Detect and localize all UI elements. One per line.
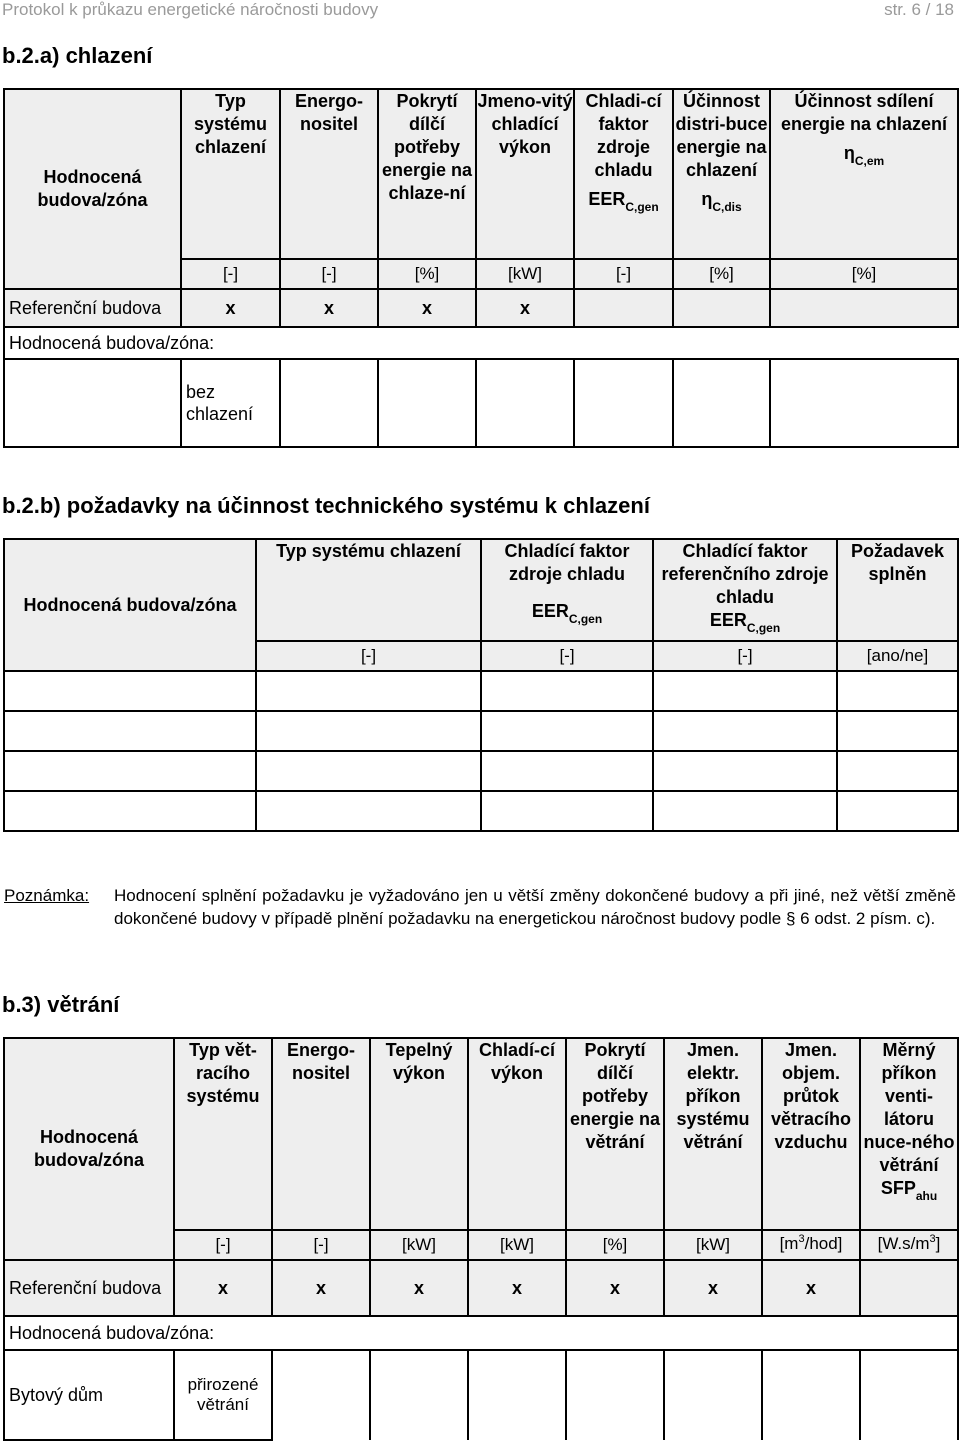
unit: [%]	[566, 1230, 664, 1260]
note	[4, 884, 956, 930]
header-requirement-met: Požadavek splněn	[837, 539, 958, 641]
ventilation-table	[3, 1037, 959, 1441]
section-title-requirements: b.2.b) požadavky na účinnost technického systému k chlazení	[2, 493, 650, 518]
symbol-eta-c-dis: $\eta_{C,dis}$	[701, 189, 742, 214]
header-system-type: Typ systému chlazení	[256, 539, 481, 641]
unit: [-]	[574, 259, 673, 289]
header-ventilation-type: Typ vět-racího systému	[174, 1038, 272, 1230]
header-coverage: Pokrytí dílčí potřeby energie na chlaze-ní	[378, 89, 476, 259]
requirements-table	[3, 538, 959, 832]
section-title-cooling: b.2.a) chlazení	[2, 43, 153, 68]
header-sfp	[860, 1038, 958, 1230]
header-reference-eer-label: Chladící faktor referenčního zdroje chladu	[661, 541, 829, 607]
unit: [%]	[770, 259, 958, 289]
unit: [-]	[181, 259, 280, 289]
ref-value: x	[468, 1260, 566, 1316]
unit: [-]	[481, 641, 653, 671]
page-number: str. 6 / 18	[884, 0, 954, 19]
symbol-eta-c-em: $\eta_{C,em}$	[843, 143, 885, 168]
ref-value: x	[174, 1260, 272, 1316]
document-title: Protokol k průkazu energetické náročnosti budovy	[2, 0, 379, 19]
evaluated-zone-label: Hodnocená budova/zóna:	[4, 1316, 958, 1350]
unit: [-]	[174, 1230, 272, 1260]
table-row	[4, 791, 256, 831]
header-air-flow: Jmen. objem. průtok větracího vzduchu	[762, 1038, 860, 1230]
header-eer-label: Chladi-cí faktor zdroje chladu	[585, 91, 662, 180]
header-coverage: Pokrytí dílčí potřeby energie na větrání	[566, 1038, 664, 1230]
unit-air-flow: $[m^3/hod]$	[762, 1230, 860, 1260]
table-row	[4, 671, 256, 711]
ref-value: x	[762, 1260, 860, 1316]
header-zone: Hodnocená budova/zóna	[4, 539, 256, 671]
cooling-table	[3, 88, 958, 448]
header-energy-carrier: Energo-nositel	[272, 1038, 370, 1230]
page-header	[2, 0, 958, 20]
header-system-type: Typ systému chlazení	[181, 89, 280, 259]
header-eer-label: Chladící faktor zdroje chladu	[504, 541, 630, 584]
unit: [%]	[378, 259, 476, 289]
unit: [-]	[280, 259, 378, 289]
note-label: Poznámka:	[4, 886, 90, 905]
system-type-cell: bez chlazení	[181, 359, 280, 447]
header-nominal-power: Jmeno-vitý chladící výkon	[476, 89, 574, 259]
header-emission-label: Účinnost sdílení energie na chlazení	[780, 91, 948, 134]
unit-sfp: $[W.s/m^3]$	[860, 1230, 958, 1260]
ref-value: x	[370, 1260, 468, 1316]
unit: [-]	[256, 641, 481, 671]
header-distribution-efficiency	[673, 89, 770, 259]
ref-value: x	[378, 289, 476, 327]
header-heating-power: Tepelný výkon	[370, 1038, 468, 1230]
evaluated-zone-label: Hodnocená budova/zóna:	[4, 327, 958, 359]
unit: [-]	[272, 1230, 370, 1260]
header-reference-eer	[653, 539, 837, 641]
ref-value: x	[476, 289, 574, 327]
zone-cell	[4, 359, 181, 447]
symbol-sfp-ahu: $SFP_{ahu}$	[880, 1178, 938, 1203]
header-electric-input: Jmen. elektr. příkon systému větrání	[664, 1038, 762, 1230]
reference-building-label: Referenční budova	[4, 1260, 174, 1316]
reference-building-label: Referenční budova	[4, 289, 181, 327]
symbol-eer-c-gen: $EER_{C,gen}$	[531, 601, 603, 626]
unit: [ano/ne]	[837, 641, 958, 671]
ref-value: x	[272, 1260, 370, 1316]
zone-cell: Bytový dům	[4, 1350, 174, 1440]
header-distribution-label: Účinnost distri-buce energie na chlazení	[675, 91, 768, 180]
header-sfp-label: Měrný příkon venti-látoru nuce-ného větrání	[863, 1040, 955, 1175]
ref-value: x	[280, 289, 378, 327]
table-row	[4, 751, 256, 791]
header-zone: Hodnocená budova/zóna	[4, 89, 181, 289]
unit: [kW]	[370, 1230, 468, 1260]
unit: [kW]	[468, 1230, 566, 1260]
symbol-eer-c-gen: $EER_{C,gen}$	[709, 610, 781, 635]
header-zone: Hodnocená budova/zóna	[4, 1038, 174, 1260]
unit: [%]	[673, 259, 770, 289]
table-row	[4, 711, 256, 751]
note-text: Hodnocení splnění požadavku je vyžadováno jen u větší změny dokončené budovy a při jiné, než větší změně dokončené budovy v případě plnění požadavku na energetickou náročnost budovy podle § 6 odst. 2 písm. c).	[114, 886, 956, 928]
unit: [kW]	[664, 1230, 762, 1260]
header-eer	[574, 89, 673, 259]
header-eer	[481, 539, 653, 641]
unit: [kW]	[476, 259, 574, 289]
ref-value: x	[181, 289, 280, 327]
ref-value: x	[664, 1260, 762, 1316]
unit: [-]	[653, 641, 837, 671]
section-title-ventilation: b.3) větrání	[2, 992, 120, 1017]
header-emission-efficiency	[770, 89, 958, 259]
ventilation-type-cell: přirozené větrání	[174, 1350, 272, 1440]
header-energy-carrier: Energo-nositel	[280, 89, 378, 259]
header-cooling-power: Chladí-cí výkon	[468, 1038, 566, 1230]
symbol-eer-c-gen: $EER_{C,gen}$	[588, 189, 659, 214]
ref-value: x	[566, 1260, 664, 1316]
